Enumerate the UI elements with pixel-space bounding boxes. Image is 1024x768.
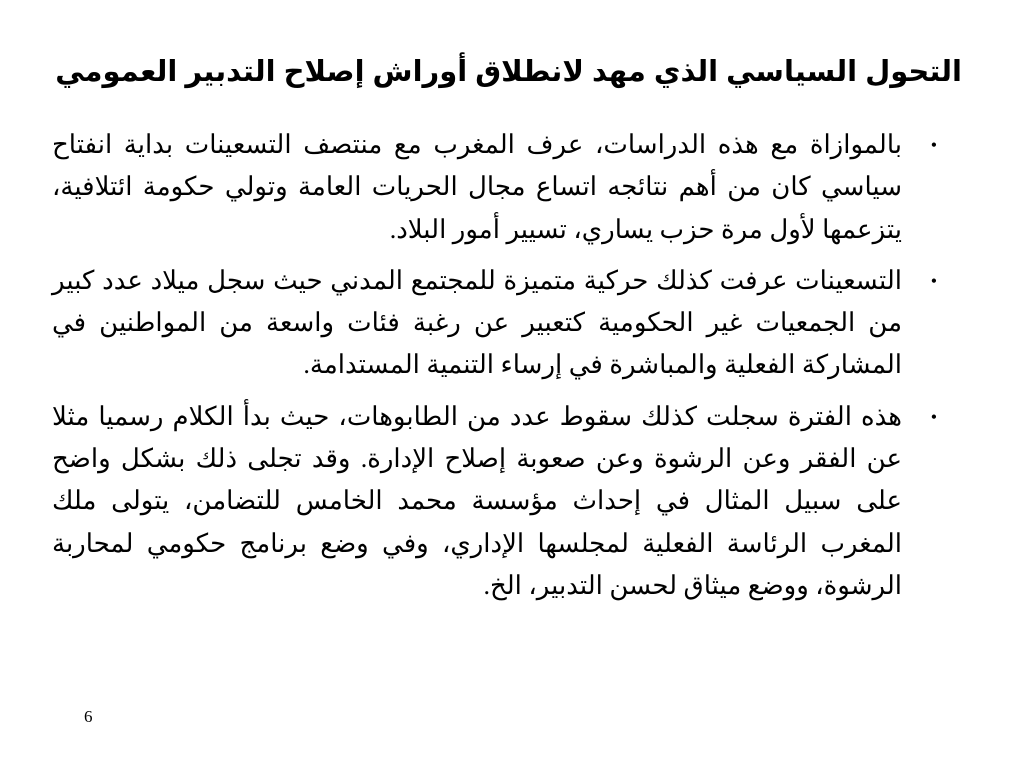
slide-title: التحول السياسي الذي مهد لانطلاق أوراش إصلاح التدبير العمومي bbox=[55, 56, 962, 88]
bullet-text: هذه الفترة سجلت كذلك سقوط عدد من الطابوهات، حيث بدأ الكلام رسميا مثلا عن الفقر وعن الرشوة وعن صعوبة إصلاح الإدارة. وقد تجلى ذلك بشكل واضح على سبيل المثال في إحداث مؤسسة محمد الخامس للتضامن، يتولى ملك المغرب الرئاسة الفعلية لمجلسها الإداري، وفي وضع برنامج حكومي لمحاربة الرشوة، ووضع ميثاق لحسن التدبير، الخ. bbox=[52, 401, 902, 600]
bullet-icon: • bbox=[930, 135, 937, 155]
page-number: 6 bbox=[84, 707, 93, 726]
bullet-icon: • bbox=[930, 406, 937, 427]
bullet-text: بالموازاة مع هذه الدراسات، عرف المغرب مع منتصف التسعينات بداية انفتاح سياسي كان من أهم نتائجه اتساع مجال الحريات العامة وتولي حكومة ائتلافية، يتزعمها لأول مرة حزب يساري، تسيير أمور البلاد. bbox=[52, 130, 902, 244]
bullet-item bbox=[52, 124, 937, 251]
bullet-list bbox=[52, 124, 937, 616]
bullet-item bbox=[52, 260, 937, 387]
bullet-icon: • bbox=[930, 270, 937, 291]
bullet-text: التسعينات عرفت كذلك حركية متميزة للمجتمع المدني حيث سجل ميلاد عدد كبير من الجمعيات غير الحكومية كتعبير عن رغبة فئات واسعة من المواطنين في المشاركة الفعلية والمباشرة في إرساء التنمية المستدامة. bbox=[52, 265, 902, 380]
bullet-item bbox=[52, 396, 937, 607]
